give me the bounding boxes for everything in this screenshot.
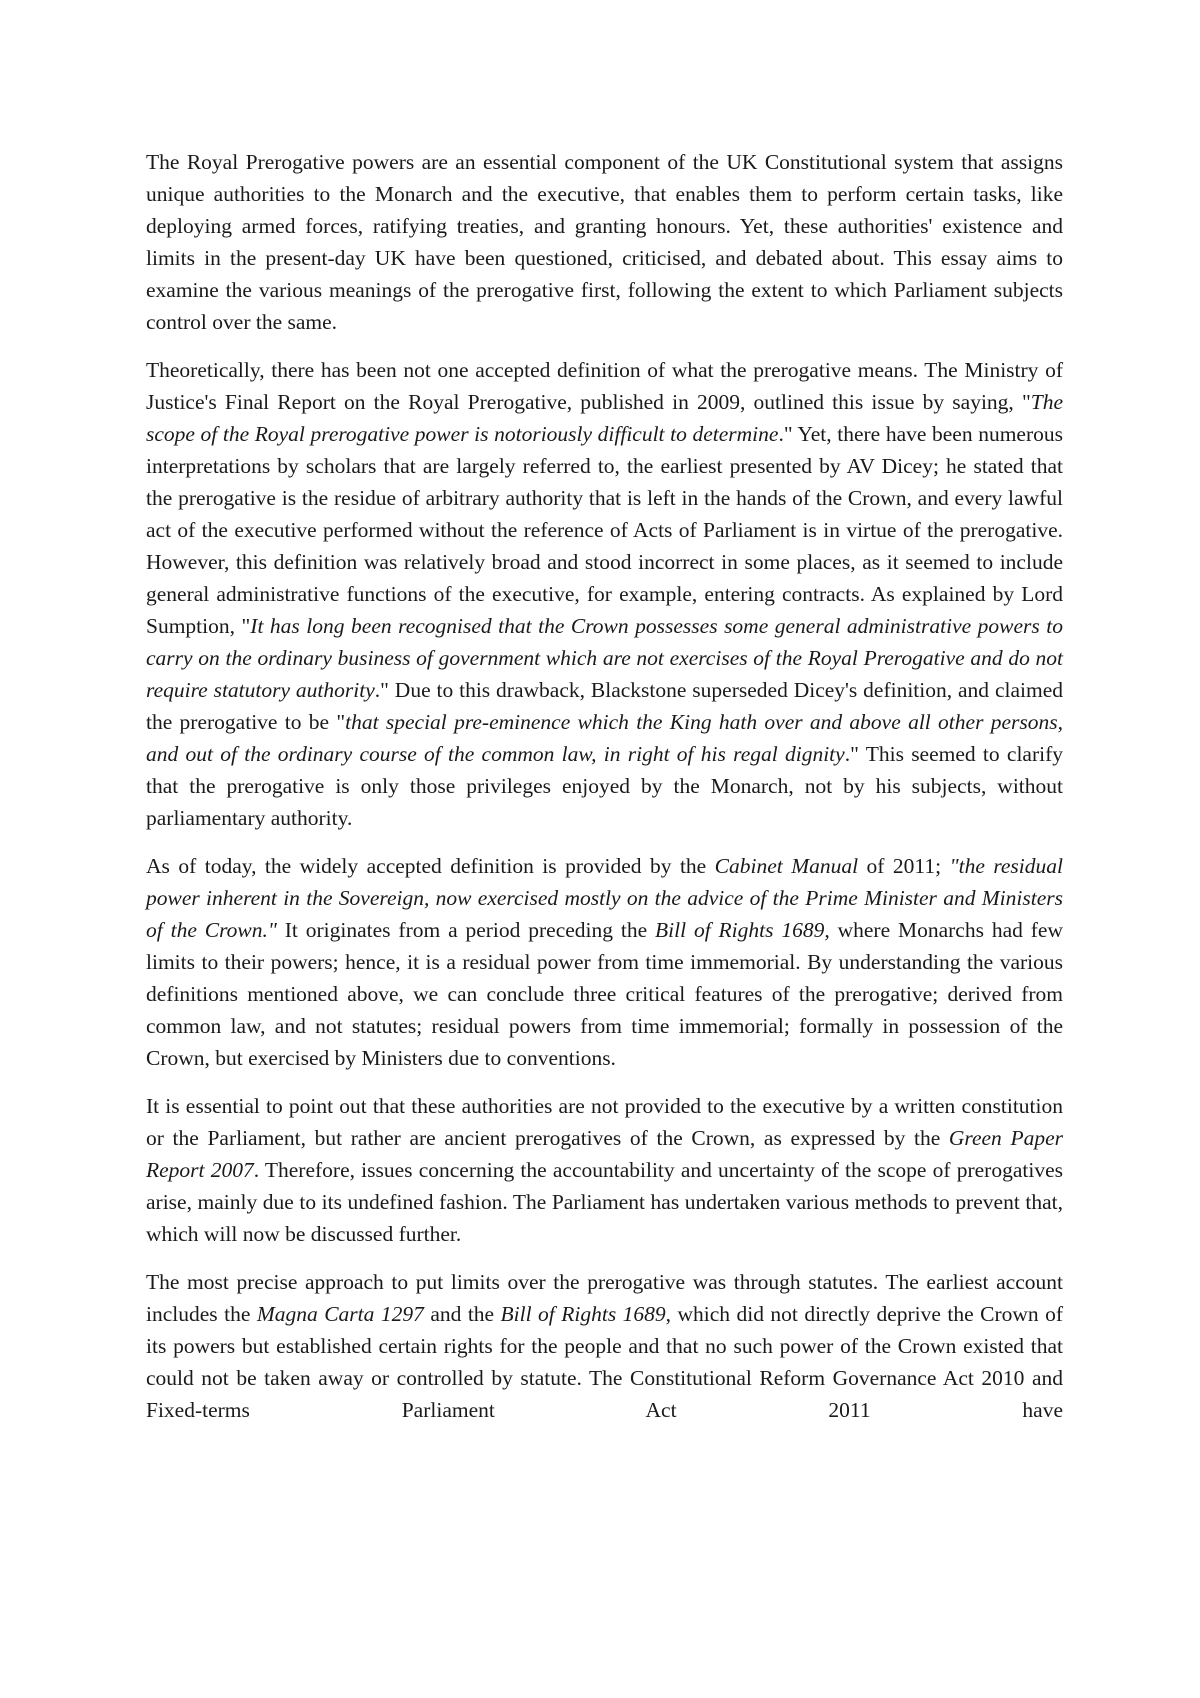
text-run: where Monarchs had few limits to their powers; hence, it is a residual power from time immemorial. By understanding the various definitions mentioned above, we can conclude three critical features of the prerogative; derived from common law, and not statutes; residual powers from time immemorial; formally in possession of the Crown, but exercised by Ministers due to conventions. xyxy=(146,918,1063,1070)
text-run: that special pre-eminence which the King hath over and above all other persons, and out of the ordinary course of the common law, in right of his regal dignity xyxy=(146,710,1064,766)
text-run: ." This seemed to clarify that the prerogative is only those privileges enjoyed by the Monarch, not by his subjects, without parliamentary authority. xyxy=(146,742,1064,830)
text-run: Bill of Rights 1689 xyxy=(500,1302,666,1326)
text-run: Bill of Rights 1689, xyxy=(655,918,830,942)
text-run: Green Paper Report 2007 xyxy=(146,1126,1063,1182)
text-run: , which did not directly deprive the Crown of its powers but established certain rights for the people and that no such power of the Crown existed that could not be taken away or controlled by statute. The Constitutional Reform Governance Act 2010 and Fixed-terms Parliament Act 2011 have xyxy=(146,1302,1064,1422)
paragraph-5 xyxy=(146,1266,1063,1426)
paragraph-1 xyxy=(146,146,1063,338)
text-run: As of today, the widely accepted definition is provided by the xyxy=(146,854,715,878)
text-run: of 2011; xyxy=(858,854,950,878)
text-run: It originates from a period preceding the xyxy=(276,918,656,942)
text-run: and the xyxy=(423,1302,501,1326)
text-run: The Royal Prerogative powers are an essential component of the UK Constitutional system that assigns unique authorities to the Monarch and the executive, that enables them to perform certain tasks, like deploying armed forces, ratifying treaties, and granting honours. Yet, these authorities' existence and limits in the present-day UK have been questioned, criticised, and debated about. This essay aims to examine the various meanings of the prerogative first, following the extent to which Parliament subjects control over the same. xyxy=(146,150,1063,334)
document-page xyxy=(146,146,1063,1442)
text-run: Magna Carta 1297 xyxy=(256,1302,424,1326)
text-run: Theoretically, there has been not one accepted definition of what the prerogative means. The Ministry of Justice's Final Report on the Royal Prerogative, published in 2009, outlined this issue by saying, " xyxy=(146,358,1063,414)
text-run: The most precise approach to put limits over the prerogative was through statutes. The earliest account includes the xyxy=(146,1270,1063,1326)
text-run: ." Yet, there have been numerous interpretations by scholars that are largely referred to, the earliest presented by AV Dicey; he stated that the prerogative is the residue of arbitrary authority that is left in the hands of the Crown, and every lawful act of the executive performed without the reference of Acts of Parliament is in virtue of the prerogative. However, this definition was relatively broad and stood incorrect in some places, as it seemed to include general administrative functions of the executive, for example, entering contracts. As explained by Lord Sumption, " xyxy=(146,422,1063,638)
paragraph-4 xyxy=(146,1090,1063,1250)
text-run: . Therefore, issues concerning the accountability and uncertainty of the scope of prerogatives arise, mainly due to its undefined fashion. The Parliament has undertaken various methods to prevent that, which will now be discussed further. xyxy=(146,1158,1063,1246)
paragraph-2 xyxy=(146,354,1063,834)
text-run: "the residual power inherent in the Sovereign, now exercised mostly on the advice of the Prime Minister and Ministers of the Crown." xyxy=(146,854,1063,942)
text-run: ." Due to this drawback, Blackstone superseded Dicey's definition, and claimed the prerogative to be " xyxy=(146,678,1063,734)
text-run: It is essential to point out that these authorities are not provided to the executive by a written constitution or the Parliament, but rather are ancient prerogatives of the Crown, as expressed by the xyxy=(146,1094,1063,1150)
paragraph-3 xyxy=(146,850,1063,1074)
text-run: Cabinet Manual xyxy=(714,854,859,878)
text-run: It has long been recognised that the Crown possesses some general administrative powers to carry on the ordinary business of government which are not exercises of the Royal Prerogative and do not require statutory authority xyxy=(146,614,1063,702)
text-run: The scope of the Royal prerogative power is notoriously difficult to determine xyxy=(146,390,1063,446)
